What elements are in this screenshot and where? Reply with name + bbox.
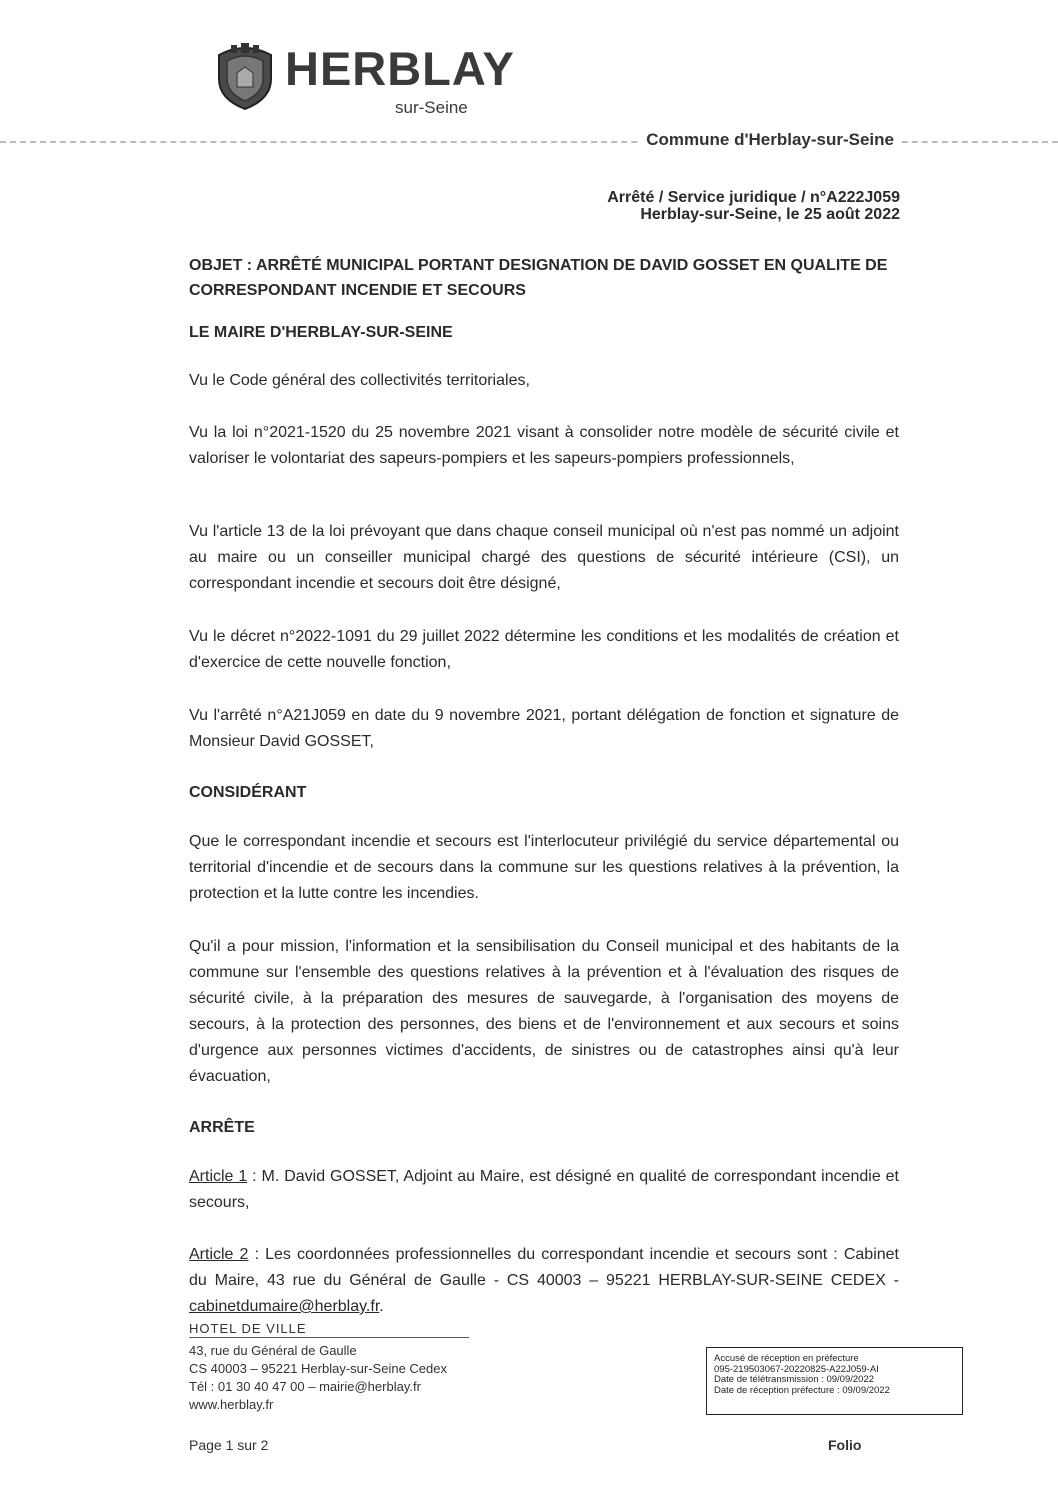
vu-paragraph: Vu l'arrêté n°A21J059 en date du 9 novembre 2021, portant délégation de fonction et signature de Monsieur David GOSSET, — [189, 707, 899, 750]
article-1 — [189, 1164, 899, 1216]
article-2-text: : Les coordonnées professionnelles du correspondant incendie et secours sont : Cabinet du Maire, 43 rue du Général de Gaulle - CS 40003 – 95221 HERBLAY-SUR-SEINE CEDEX - — [189, 1246, 900, 1289]
considerant-paragraph: Qu'il a pour mission, l'information et la sensibilisation du Conseil municipal et des habitants de la commune sur l'ensemble des questions relatives à la prévention et à l'évaluation des risques de sécurité civile, à la préparation des mesures de sauvegarde, à l'organisation des moyens de secours, à la protection des personnes, des biens et de l'environnement et aux secours et soins d'urgence aux personnes victimes d'accidents, de sinistres ou de catastrophes ainsi qu'à leur évacuation, — [189, 938, 899, 1085]
footer-contact: Tél : 01 30 40 47 00 – mairie@herblay.fr — [189, 1379, 421, 1394]
arrete-heading: ARRÊTE — [189, 1119, 255, 1136]
stamp-line: Date de télétransmission : 09/09/2022 — [714, 1374, 875, 1385]
vu-paragraph: Vu l'article 13 de la loi prévoyant que dans chaque conseil municipal où n'est pas nommé un adjoint au maire ou un conseiller municipal chargé des questions de sécurité intérieure (CSI), un correspondant incendie et secours doit être désigné, — [189, 523, 899, 592]
maire-heading: LE MAIRE D'HERBLAY-SUR-SEINE — [189, 324, 453, 341]
prefecture-stamp — [706, 1347, 963, 1415]
article-2-end: . — [379, 1298, 384, 1315]
considerant-paragraph: Que le correspondant incendie et secours est l'interlocuteur privilégié du service départemental ou territorial d'incendie et de secours dans la commune sur les questions relatives à la prévention, la protection et la lutte contre les incendies. — [189, 833, 899, 902]
footer-website: www.herblay.fr — [189, 1397, 274, 1412]
stamp-line: Accusé de réception en préfecture — [714, 1353, 859, 1364]
footer-address-2: CS 40003 – 95221 Herblay-sur-Seine Cedex — [189, 1361, 447, 1376]
logo-title: HERBLAY — [285, 42, 515, 95]
cabinet-email-link[interactable]: cabinetdumaire@herblay.fr — [189, 1298, 380, 1315]
vu-paragraph: Vu le Code général des collectivités territoriales, — [189, 372, 530, 389]
place-date: Herblay-sur-Seine, le 25 août 2022 — [640, 206, 900, 223]
article-2-label: Article 2 — [189, 1246, 249, 1263]
folio-label: Folio — [828, 1437, 862, 1453]
stamp-line: 095-219503067-20220825-A22J059-AI — [714, 1363, 879, 1375]
vu-paragraph: Vu le décret n°2022-1091 du 29 juillet 2022 détermine les conditions et les modalités de création et d'exercice de cette nouvelle fonction, — [189, 628, 899, 671]
footer-address-1: 43, rue du Général de Gaulle — [189, 1343, 357, 1358]
article-1-text: : M. David GOSSET, Adjoint au Maire, est désigné en qualité de correspondant incendie et secours, — [189, 1168, 900, 1211]
page-number: Page 1 sur 2 — [189, 1437, 269, 1453]
footer-title: HOTEL DE VILLE — [189, 1321, 469, 1338]
city-crest-icon — [213, 41, 277, 111]
considerant-heading: CONSIDÉRANT — [189, 784, 307, 801]
logo-subtitle: sur-Seine — [395, 98, 468, 117]
vu-paragraph: Vu la loi n°2021-1520 du 25 novembre 2021 visant à consolider notre modèle de sécurité civile et valoriser le volontariat des sapeurs-pompiers et les sapeurs-pompiers professionnels, — [189, 424, 899, 467]
city-logo — [213, 37, 515, 117]
objet-title: OBJET : ARRÊTÉ MUNICIPAL PORTANT DESIGNATION DE DAVID GOSSET EN QUALITE DE CORRESPONDANT INCENDIE ET SECOURS — [189, 257, 888, 299]
article-2 — [189, 1242, 899, 1320]
article-1-label: Article 1 — [189, 1168, 248, 1185]
reference-number: Arrêté / Service juridique / n°A222J059 — [607, 189, 900, 206]
commune-name: Commune d'Herblay-sur-Seine — [640, 130, 900, 150]
stamp-line: Date de réception préfecture : 09/09/2022 — [714, 1384, 890, 1396]
